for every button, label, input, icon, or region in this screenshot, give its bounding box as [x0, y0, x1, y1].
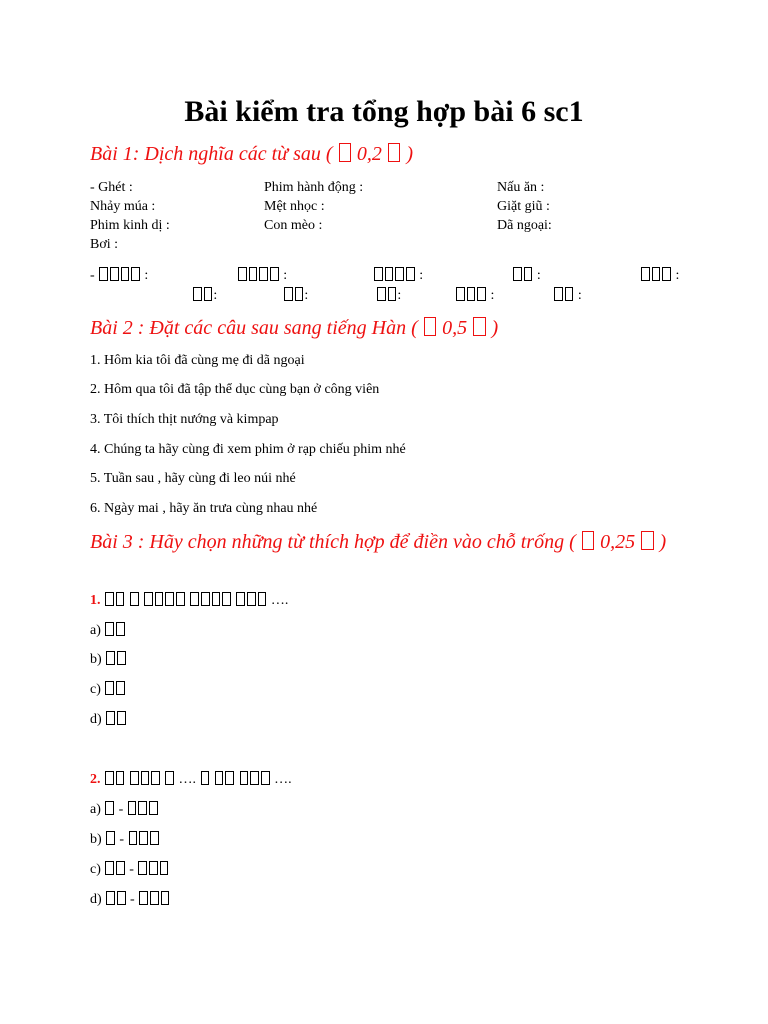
question-1-stem [90, 592, 288, 610]
exercise-2-points: 0,5 [442, 317, 468, 339]
unrendered-glyph-icon [105, 861, 114, 874]
unrendered-glyph-icon [129, 831, 138, 844]
option-label: b) [90, 652, 106, 667]
korean-vocab-item [373, 266, 423, 285]
unrendered-glyph-icon [247, 592, 256, 605]
sentence-item: 6. Ngày mai , hãy ăn trưa cùng nhau nhé [90, 501, 318, 516]
vocab-item: Phim hành động : [264, 180, 364, 195]
vocab-suffix: : [304, 288, 309, 303]
exercise-1-heading [90, 140, 700, 168]
vocab-item: Con mèo : [264, 218, 323, 233]
unrendered-glyph-icon [130, 592, 139, 605]
space [161, 772, 165, 787]
vocab-suffix: : [397, 288, 402, 303]
unrendered-glyph-icon [105, 622, 114, 635]
vocab-column-3 [497, 178, 552, 235]
vocab-item: Nhảy múa : [90, 199, 156, 214]
unrendered-glyph-icon [117, 891, 126, 904]
vocab-suffix: : [279, 268, 288, 283]
option-label: a) [90, 802, 105, 817]
blank-placeholder: …. [267, 593, 289, 608]
space [140, 593, 144, 608]
sentence-item: 1. Hôm kia tôi đã cùng mẹ đi dã ngoại [90, 353, 305, 368]
unrendered-glyph-icon [117, 651, 126, 664]
vocab-item: Phim kinh dị : [90, 218, 170, 233]
korean-vocab-item [553, 286, 582, 305]
unrendered-glyph-icon [165, 771, 174, 784]
unrendered-glyph-icon [388, 287, 397, 300]
unrendered-glyph-icon [116, 771, 125, 784]
unrendered-glyph-icon [139, 831, 148, 844]
korean-vocab-item [640, 266, 679, 285]
vocab-item: Mệt nhọc : [264, 199, 325, 214]
unrendered-glyph-icon [106, 651, 115, 664]
option-label: d) [90, 892, 106, 907]
unrendered-glyph-icon [259, 267, 268, 280]
unrendered-glyph-icon [105, 592, 114, 605]
unrendered-glyph-icon [339, 143, 351, 162]
unrendered-glyph-icon [477, 287, 486, 300]
question-number: 1. [90, 593, 101, 608]
unrendered-glyph-icon [106, 711, 115, 724]
korean-vocab-item [512, 266, 541, 285]
option-label: d) [90, 712, 106, 727]
unrendered-glyph-icon [513, 267, 522, 280]
unrendered-glyph-icon [139, 891, 148, 904]
unrendered-glyph-icon [110, 267, 119, 280]
vocab-suffix: : [213, 288, 218, 303]
unrendered-glyph-icon [176, 592, 185, 605]
vocab-item: Nấu ăn : [497, 180, 545, 195]
unrendered-glyph-icon [641, 531, 653, 550]
unrendered-glyph-icon [261, 771, 270, 784]
vocab-suffix: : [487, 288, 495, 303]
unrendered-glyph-icon [388, 143, 400, 162]
exercise-1-heading-text: Bài 1: Dịch nghĩa các từ sau ( [90, 143, 333, 165]
unrendered-glyph-icon [141, 771, 150, 784]
exercise-3-heading-text: Bài 3 : Hãy chọn những từ thích hợp để điền vào chỗ trống ( [90, 531, 576, 553]
unrendered-glyph-icon [250, 771, 259, 784]
unrendered-glyph-icon [215, 771, 224, 784]
answer-option [90, 681, 126, 699]
unrendered-glyph-icon [385, 267, 394, 280]
unrendered-glyph-icon [377, 287, 386, 300]
unrendered-glyph-icon [138, 801, 147, 814]
unrendered-glyph-icon [105, 801, 114, 814]
unrendered-glyph-icon [225, 771, 234, 784]
unrendered-glyph-icon [117, 711, 126, 724]
unrendered-glyph-icon [116, 861, 125, 874]
exercise-2-heading-text: Bài 2 : Đặt các câu sau sang tiếng Hàn ( [90, 317, 418, 339]
question-number: 2. [90, 772, 101, 787]
unrendered-glyph-icon [240, 771, 249, 784]
question-2-stem [90, 771, 292, 789]
exercise-2-heading-close: ) [491, 317, 499, 339]
korean-vocab-item [455, 286, 494, 305]
unrendered-glyph-icon [424, 317, 436, 336]
option-label: c) [90, 862, 105, 877]
unrendered-glyph-icon [222, 592, 231, 605]
space [235, 772, 239, 787]
space [125, 593, 129, 608]
vocab-prefix: - [90, 268, 99, 283]
unrendered-glyph-icon [565, 287, 574, 300]
vocab-column-2 [264, 178, 363, 235]
unrendered-glyph-icon [150, 831, 159, 844]
unrendered-glyph-icon [662, 267, 671, 280]
unrendered-glyph-icon [201, 592, 210, 605]
unrendered-glyph-icon [554, 287, 563, 300]
answer-option [90, 651, 127, 669]
vocab-suffix: : [140, 268, 149, 283]
unrendered-glyph-icon [582, 531, 594, 550]
answer-option [90, 711, 127, 729]
exercise-1-points: 0,2 [356, 143, 382, 165]
unrendered-glyph-icon [106, 891, 115, 904]
option-label: a) [90, 623, 105, 638]
unrendered-glyph-icon [121, 267, 130, 280]
exercise-3-points: 0,25 [600, 531, 636, 553]
unrendered-glyph-icon [270, 267, 279, 280]
unrendered-glyph-icon [105, 681, 114, 694]
unrendered-glyph-icon [258, 592, 267, 605]
option-separator: - [115, 802, 127, 817]
unrendered-glyph-icon [204, 287, 213, 300]
unrendered-glyph-icon [212, 592, 221, 605]
option-separator: - [126, 892, 139, 907]
unrendered-glyph-icon [236, 592, 245, 605]
exercise-3-heading [90, 528, 700, 556]
unrendered-glyph-icon [116, 681, 125, 694]
space [186, 593, 190, 608]
unrendered-glyph-icon [456, 287, 465, 300]
unrendered-glyph-icon [128, 801, 137, 814]
vocab-suffix: : [574, 288, 582, 303]
unrendered-glyph-icon [130, 771, 139, 784]
vocab-item: Bơi : [90, 237, 119, 252]
unrendered-glyph-icon [238, 267, 247, 280]
korean-vocab-item [192, 286, 217, 305]
unrendered-glyph-icon [155, 592, 164, 605]
unrendered-glyph-icon [149, 861, 158, 874]
unrendered-glyph-icon [106, 831, 115, 844]
unrendered-glyph-icon [406, 267, 415, 280]
unrendered-glyph-icon [467, 287, 476, 300]
unrendered-glyph-icon [131, 267, 140, 280]
vocab-suffix: : [672, 268, 680, 283]
unrendered-glyph-icon [201, 771, 210, 784]
page-title: Bài kiểm tra tổng hợp bài 6 sc1 [184, 95, 584, 128]
option-separator: - [115, 832, 128, 847]
vocab-suffix: : [415, 268, 424, 283]
answer-option [90, 801, 159, 819]
answer-option [90, 861, 169, 879]
unrendered-glyph-icon [105, 771, 114, 784]
korean-vocab-item [283, 286, 308, 305]
sentence-item: 5. Tuần sau , hãy cùng đi leo núi nhé [90, 471, 296, 486]
unrendered-glyph-icon [395, 267, 404, 280]
unrendered-glyph-icon [161, 891, 170, 904]
unrendered-glyph-icon [193, 287, 202, 300]
option-label: c) [90, 682, 105, 697]
unrendered-glyph-icon [524, 267, 533, 280]
unrendered-glyph-icon [249, 267, 258, 280]
exercise-1-heading-close: ) [406, 143, 413, 165]
unrendered-glyph-icon [160, 861, 169, 874]
space [210, 772, 214, 787]
blank-placeholder: …. [175, 772, 200, 787]
space [101, 772, 105, 787]
space [101, 593, 105, 608]
unrendered-glyph-icon [138, 861, 147, 874]
vocab-item: Giặt giũ : [497, 199, 550, 214]
sentence-item: 2. Hôm qua tôi đã tập thể dục cùng bạn ở công viên [90, 382, 380, 397]
unrendered-glyph-icon [473, 317, 485, 336]
option-separator: - [125, 862, 138, 877]
unrendered-glyph-icon [149, 801, 158, 814]
option-label: b) [90, 832, 106, 847]
unrendered-glyph-icon [190, 592, 199, 605]
unrendered-glyph-icon [151, 771, 160, 784]
blank-placeholder: …. [270, 772, 292, 787]
answer-option [90, 622, 126, 640]
unrendered-glyph-icon [99, 267, 108, 280]
unrendered-glyph-icon [295, 287, 304, 300]
unrendered-glyph-icon [116, 592, 125, 605]
unrendered-glyph-icon [144, 592, 153, 605]
answer-option [90, 891, 170, 909]
unrendered-glyph-icon [165, 592, 174, 605]
space [232, 593, 236, 608]
korean-vocab-item [376, 286, 401, 305]
space [125, 772, 129, 787]
unrendered-glyph-icon [374, 267, 383, 280]
unrendered-glyph-icon [652, 267, 661, 280]
vocab-item: - Ghét : [90, 180, 133, 195]
unrendered-glyph-icon [116, 622, 125, 635]
vocab-column-1 [90, 178, 170, 254]
sentence-item: 4. Chúng ta hãy cùng đi xem phim ở rạp chiếu phim nhé [90, 442, 406, 457]
unrendered-glyph-icon [641, 267, 650, 280]
sentence-item: 3. Tôi thích thịt nướng và kimpap [90, 412, 279, 427]
unrendered-glyph-icon [150, 891, 159, 904]
exercise-2-heading [90, 314, 700, 342]
korean-vocab-item [237, 266, 287, 285]
unrendered-glyph-icon [284, 287, 293, 300]
vocab-suffix: : [533, 268, 541, 283]
answer-option [90, 831, 160, 849]
exercise-3-heading-close: ) [659, 531, 667, 553]
korean-vocab-item [90, 266, 148, 285]
vocab-item: Dã ngoại: [497, 218, 552, 233]
